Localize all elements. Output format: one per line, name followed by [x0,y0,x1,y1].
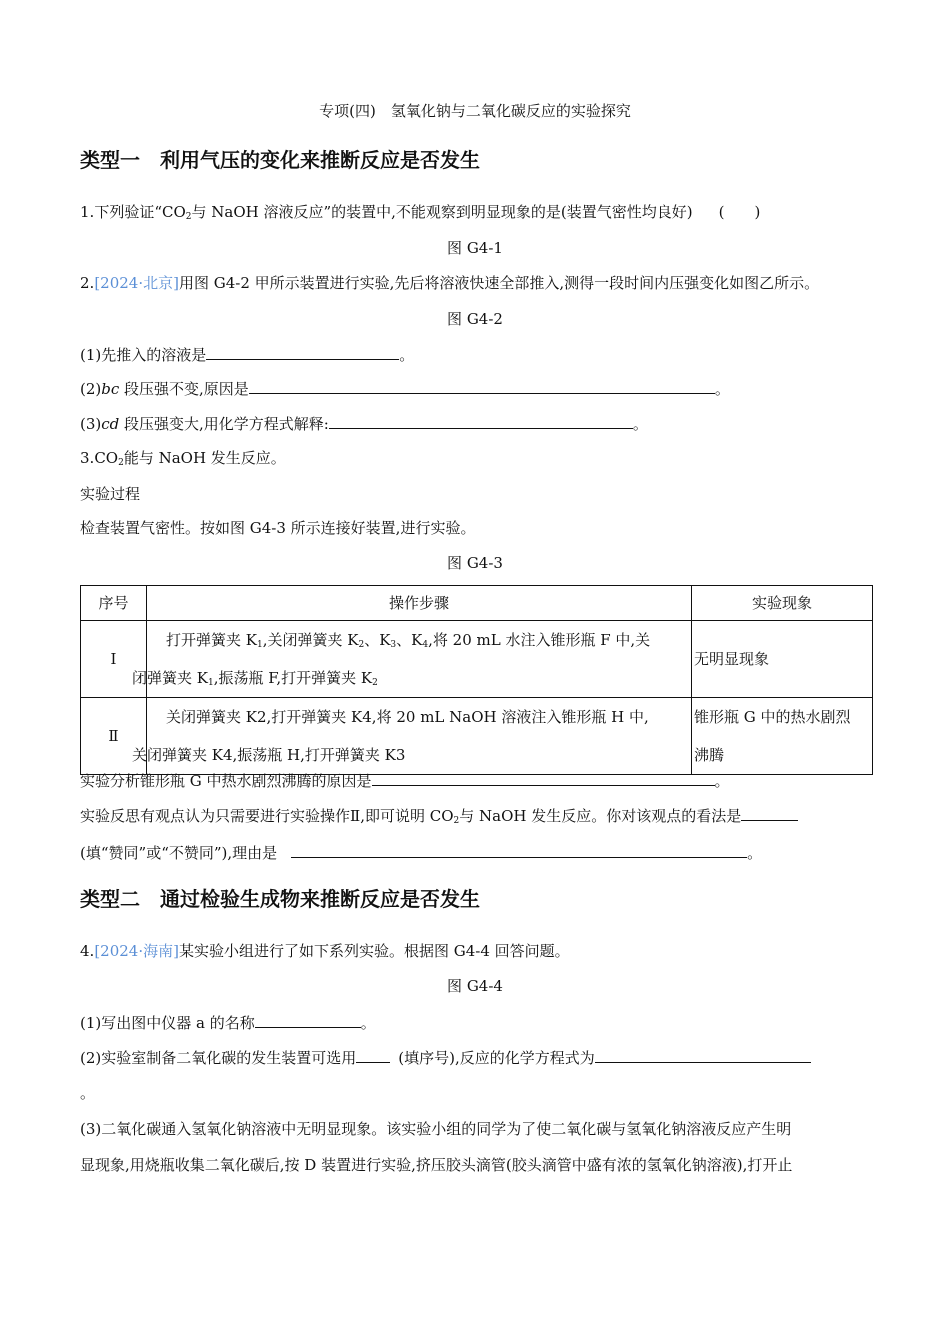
question-text: 用图 G4-2 甲所示装置进行实验,先后将溶液快速全部推入,测得一段时间内压强变化如图乙所示。 [178,274,820,292]
answer-blank[interactable] [595,1047,811,1063]
table-cell-result: 无明显现象 [692,621,873,698]
question-4-1 [80,1012,376,1033]
question-2 [80,273,819,293]
subscript: 2 [118,458,124,468]
section-heading-type2: 类型二 通过检验生成物来推断反应是否发生 [80,887,480,911]
answer-blank[interactable] [356,1047,390,1063]
figure-caption-g4-2: 图 G4-2 [447,310,503,328]
reflection-text: 实验反思有观点认为只需要进行实验操作Ⅱ,即可说明 CO [80,807,454,825]
punctuation: 。 [399,346,415,364]
table-row [81,698,873,775]
segment-label: bc [101,380,120,398]
question-3 [80,448,286,468]
question-text: 能与 NaOH 发生反应。 [123,449,286,467]
question-text: 与 NaOH 溶液反应”的装置中,不能观察到明显现象的是(装置气密性均良好) [191,203,693,221]
question-2-3 [80,413,648,434]
sub-question-label: (2)实验室制备二氧化碳的发生装置可选用 [80,1049,357,1067]
analysis-label: 实验分析锥形瓶 G 中热水剧烈沸腾的原因是 [80,772,372,790]
question-number: 1. [80,203,95,221]
sub-question-number: (3) [80,415,102,433]
question-4 [80,941,570,961]
table-cell-id: Ⅱ [81,698,147,775]
punctuation: 。 [747,844,763,862]
answer-blank[interactable] [206,344,399,360]
question-4-3-line2: 显现象,用烧瓶收集二氧化碳后,按 D 装置进行实验,挤压胶头滴管(胶头滴管中盛有浓的氢氧化钠溶液),打开止 [80,1156,793,1174]
sub-question-number: (2) [80,380,102,398]
answer-parentheses: ( ) [718,203,761,221]
table-cell-step: 关闭弹簧夹 K2,打开弹簧夹 K4,将 20 mL NaOH 溶液注入锥形瓶 H 中, 关闭弹簧夹 K4,振荡瓶 H,打开弹簧夹 K3 [147,698,692,775]
answer-blank[interactable] [741,805,798,821]
question-4-2-end: 。 [80,1084,96,1102]
question-text: 下列验证“CO [94,203,186,221]
figure-caption-g4-1: 图 G4-1 [447,239,503,257]
answer-blank[interactable] [249,378,715,394]
question-number: 3. [80,449,95,467]
experiment-reflection [80,805,798,826]
table-cell-result: 锥形瓶 G 中的热水剧烈 沸腾 [692,698,873,775]
punctuation: 。 [360,1014,376,1032]
question-number: 2. [80,274,95,292]
reflection-label: (填“赞同”或“不赞同”),理由是 [80,844,278,862]
question-4-2 [80,1047,811,1068]
experiment-process-label: 实验过程 [80,485,141,503]
question-4-3-line1: (3)二氧化碳通入氢氧化钠溶液中无明显现象。该实验小组的同学为了使二氧化碳与氢氧化钠溶液反应产生明 [80,1120,792,1138]
question-text: 某实验小组进行了如下系列实验。根据图 G4-4 回答问题。 [178,942,570,960]
sub-question-label: (1)先推入的溶液是 [80,346,207,364]
question-1 [80,202,760,222]
table-cell-id: Ⅰ [81,621,147,698]
sub-question-label: 段压强变大,用化学方程式解释: [119,415,329,433]
answer-blank[interactable] [291,842,747,858]
table-header: 实验现象 [692,586,873,621]
reflection-text: 与 NaOH 发生反应。你对该观点的看法是 [459,807,742,825]
table-header: 序号 [81,586,147,621]
answer-blank[interactable] [372,770,715,786]
experiment-analysis [80,770,730,791]
question-2-1 [80,344,414,365]
table-header-row [81,586,873,621]
table-row [81,621,873,698]
experiment-reflection-reason [80,842,762,863]
sub-question-label: (1)写出图中仪器 a 的名称 [80,1014,255,1032]
subscript: 2 [185,212,192,222]
answer-blank[interactable] [329,413,633,429]
question-source: [2024·海南] [94,942,179,960]
sub-question-label: 段压强不变,原因是 [119,380,249,398]
segment-label: cd [101,415,120,433]
page-title: 专项(四) 氢氧化钠与二氧化碳反应的实验探究 [319,102,631,120]
figure-caption-g4-4: 图 G4-4 [447,977,503,995]
section-heading-type1: 类型一 利用气压的变化来推断反应是否发生 [80,148,480,172]
question-number: 4. [80,942,95,960]
punctuation: 。 [714,380,730,398]
punctuation: 。 [632,415,648,433]
question-text: CO [94,449,119,467]
punctuation: 。 [714,772,730,790]
figure-caption-g4-3: 图 G4-3 [447,554,503,572]
table-header: 操作步骤 [147,586,692,621]
question-2-2 [80,378,730,399]
answer-blank[interactable] [255,1012,361,1028]
subscript: 2 [453,816,460,826]
question-source: [2024·北京] [94,274,179,292]
table-cell-step: 打开弹簧夹 $K_1$,关闭弹簧夹 $K_2$、$K_3$、$K_4$,将 20 mL 水注入锥形瓶 F 中,关 闭弹簧夹 $K_1$,振荡瓶 F,打开弹簧夹 $K_2$ [147,621,692,698]
experiment-table [80,585,873,775]
sub-question-label: (填序号),反应的化学方程式为 [398,1049,595,1067]
experiment-check-text: 检查装置气密性。按如图 G4-3 所示连接好装置,进行实验。 [80,519,476,537]
